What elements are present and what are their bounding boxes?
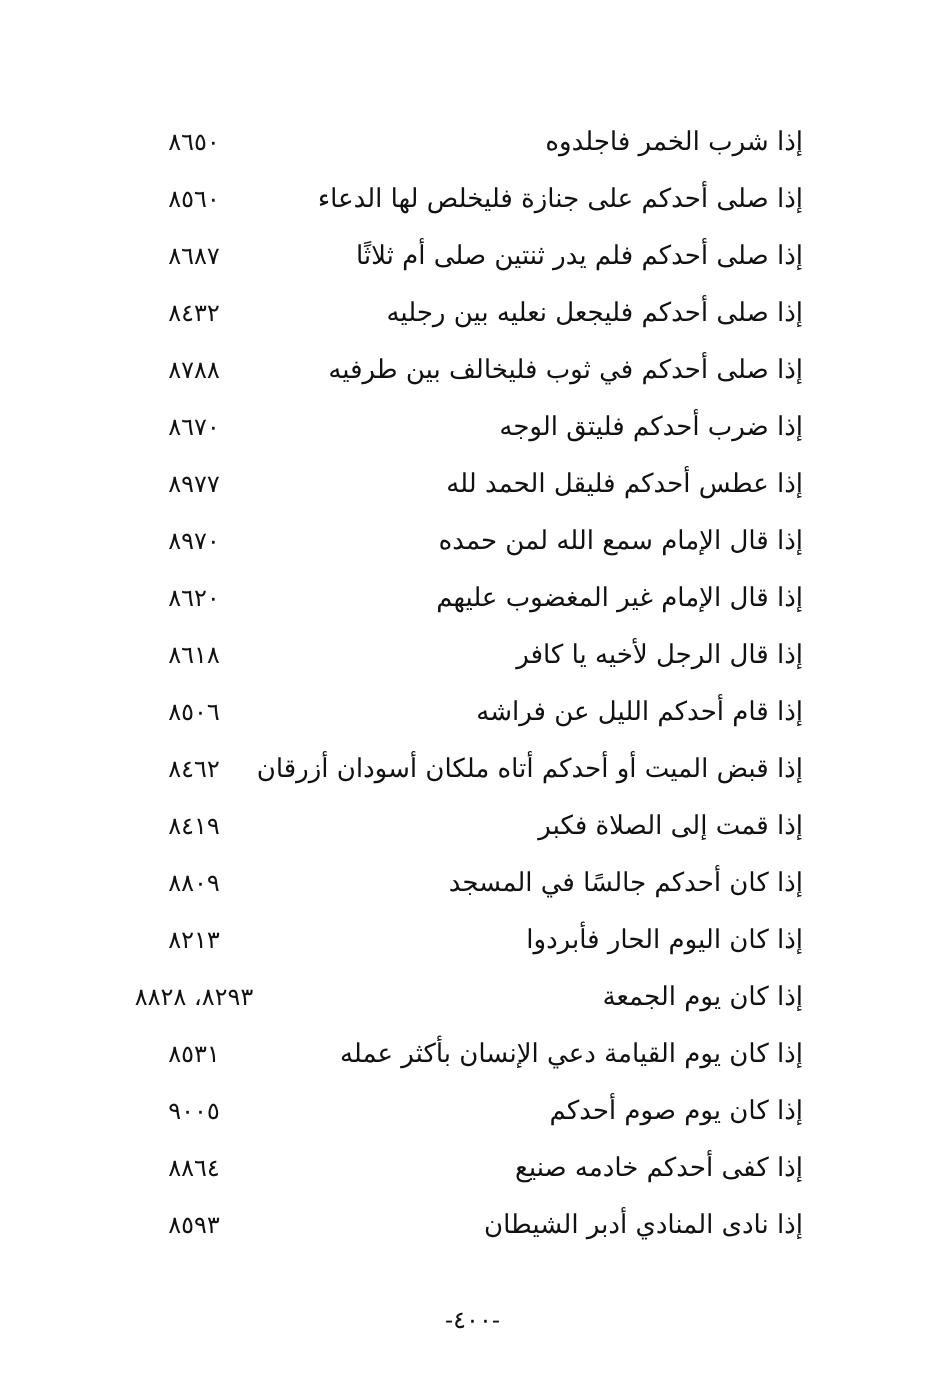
hadith-text: إذا صلى أحدكم فليجعل نعليه بين رجليه: [386, 298, 803, 328]
page-number: -٤٠٠-: [445, 1306, 500, 1334]
hadith-text: إذا ضرب أحدكم فليتق الوجه: [499, 412, 803, 442]
index-entry: [0, 285, 945, 342]
hadith-reference-number: ٩٠٠٥: [168, 1097, 220, 1125]
hadith-reference-number: ٨٦٨٧: [168, 242, 220, 270]
index-entry: [0, 570, 945, 627]
index-entry: [0, 1026, 945, 1083]
hadith-text: إذا قبض الميت أو أحدكم أتاه ملكان أسودان أزرقان: [256, 754, 803, 784]
hadith-text: إذا قال الإمام غير المغضوب عليهم: [436, 583, 803, 613]
index-entry: [0, 228, 945, 285]
hadith-text: إذا صلى أحدكم على جنازة فليخلص لها الدعاء: [317, 184, 803, 214]
index-entry: [0, 627, 945, 684]
hadith-reference-number: ٨٥٠٦: [168, 698, 220, 726]
hadith-text: إذا كان اليوم الحار فأبردوا: [526, 925, 803, 955]
hadith-reference-number: ٨٧٨٨: [168, 356, 220, 384]
hadith-text: إذا كان يوم الجمعة: [602, 982, 803, 1012]
hadith-reference-number: ٨٦٥٠: [168, 128, 220, 156]
hadith-reference-number: ٨٤١٩: [168, 812, 220, 840]
hadith-reference-number: ٨٦٢٠: [168, 584, 220, 612]
index-entry: [0, 399, 945, 456]
hadith-text: إذا عطس أحدكم فليقل الحمد لله: [446, 469, 803, 499]
index-entry: [0, 1197, 945, 1254]
hadith-reference-number: ٨٥٦٠: [168, 185, 220, 213]
index-entry: [0, 456, 945, 513]
hadith-text: إذا قال الإمام سمع الله لمن حمده: [438, 526, 803, 556]
hadith-reference-number: ٨٥٩٣: [168, 1211, 220, 1239]
hadith-text: إذا كفى أحدكم خادمه صنيع: [515, 1153, 803, 1183]
index-entry: [0, 741, 945, 798]
hadith-text: إذا نادى المنادي أدبر الشيطان: [484, 1210, 803, 1240]
hadith-reference-number: ٨٤٣٢: [168, 299, 220, 327]
hadith-reference-number: ٨٢٩٣، ٨٨٢٨: [134, 983, 254, 1011]
index-entry: [0, 342, 945, 399]
hadith-reference-number: ٨٨٠٩: [168, 869, 220, 897]
hadith-text: إذا قال الرجل لأخيه يا كافر: [516, 640, 803, 670]
hadith-reference-number: ٨٢١٣: [168, 926, 220, 954]
hadith-reference-number: ٨٩٧٧: [168, 470, 220, 498]
index-entry: [0, 513, 945, 570]
index-entry: [0, 1140, 945, 1197]
index-entry: [0, 855, 945, 912]
hadith-reference-number: ٨٩٧٠: [168, 527, 220, 555]
hadith-text: إذا قام أحدكم الليل عن فراشه: [476, 697, 803, 727]
hadith-text: إذا قمت إلى الصلاة فكبر: [538, 811, 803, 841]
hadith-text: إذا كان أحدكم جالسًا في المسجد: [448, 868, 803, 898]
index-entry: [0, 171, 945, 228]
hadith-reference-number: ٨٦٧٠: [168, 413, 220, 441]
hadith-text: إذا صلى أحدكم فلم يدر ثنتين صلى أم ثلاثًا: [355, 241, 803, 271]
hadith-reference-number: ٨٦١٨: [168, 641, 220, 669]
index-entry: [0, 912, 945, 969]
index-entry: [0, 1083, 945, 1140]
hadith-text: إذا كان يوم صوم أحدكم: [549, 1096, 803, 1126]
hadith-text: إذا كان يوم القيامة دعي الإنسان بأكثر عمله: [339, 1039, 803, 1069]
index-entry: [0, 114, 945, 171]
hadith-reference-number: ٨٨٦٤: [168, 1154, 220, 1182]
index-entry: [0, 798, 945, 855]
hadith-text: إذا شرب الخمر فاجلدوه: [545, 127, 803, 157]
hadith-reference-number: ٨٥٣١: [168, 1040, 220, 1068]
hadith-reference-number: ٨٤٦٢: [168, 755, 220, 783]
index-entry: [0, 969, 945, 1026]
index-entry: [0, 684, 945, 741]
hadith-text: إذا صلى أحدكم في ثوب فليخالف بين طرفيه: [328, 355, 803, 385]
hadith-index-list: [0, 114, 945, 1254]
